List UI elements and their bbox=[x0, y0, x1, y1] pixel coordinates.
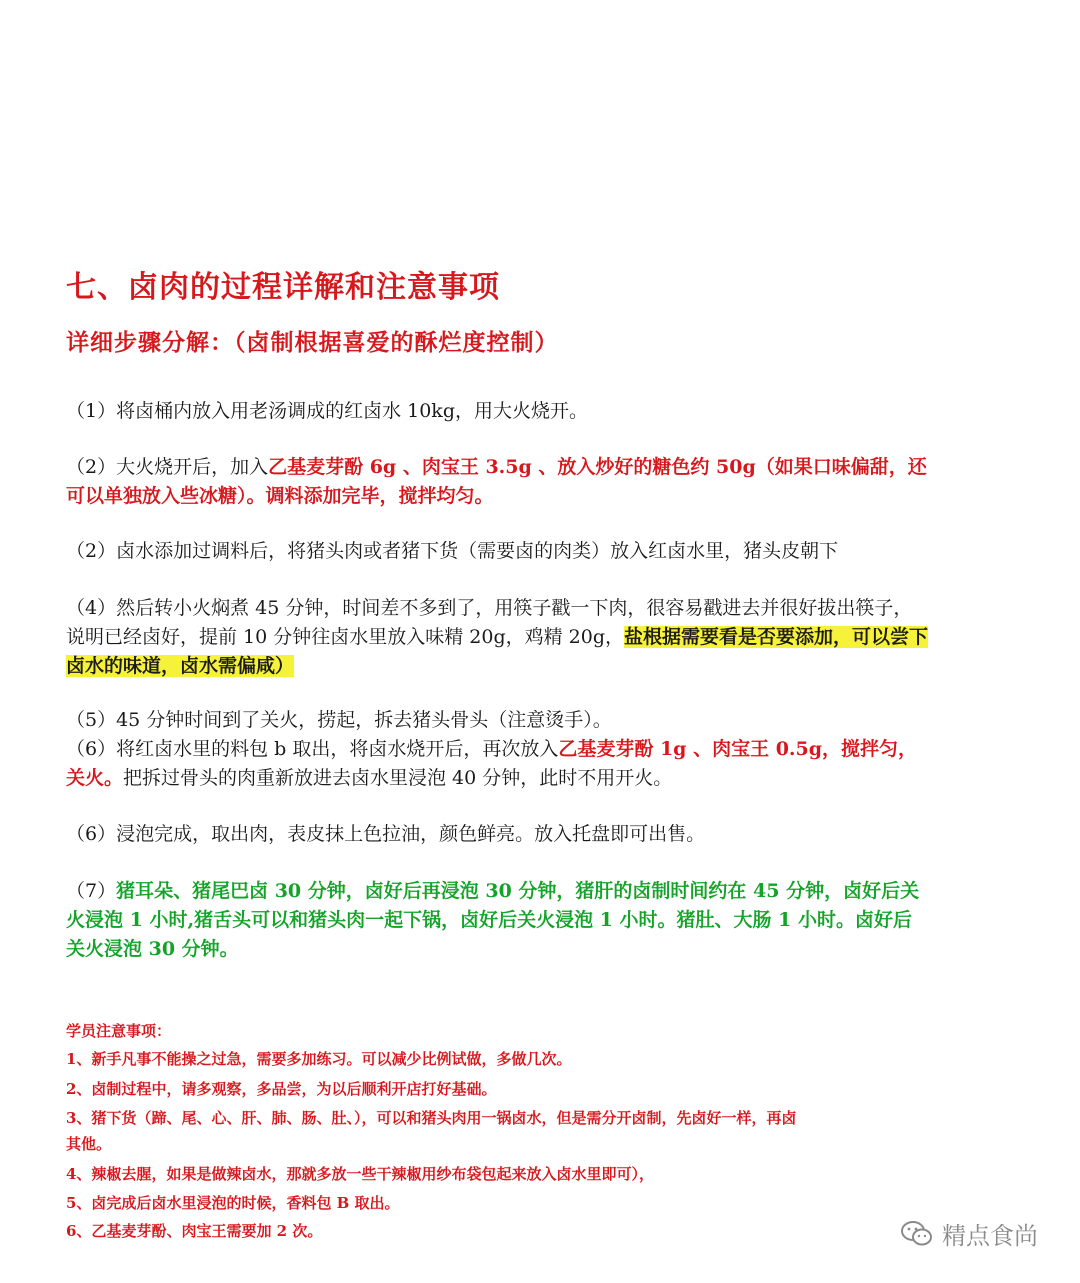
step-2-seasoning: 乙基麦芽酚 6g 、肉宝王 3.5g 、放入炒好的糖色约 50g（如果口味偏甜，还 bbox=[268, 456, 927, 478]
step-5: （5）45 分钟时间到了关火，捞起，拆去猪头骨头（注意烫手）。 bbox=[66, 709, 612, 731]
step-6-intro: （6）将红卤水里的料包 b 取出，将卤水烧开后，再次放入 bbox=[66, 738, 559, 760]
note-2: 2、卤制过程中，请多观察，多品尝，为以后顺利开店打好基础。 bbox=[66, 1080, 497, 1098]
step-4-highlight-cont: 卤水的味道，卤水需偏咸） bbox=[66, 655, 295, 677]
note-6: 6、乙基麦芽酚、肉宝王需要加 2 次。 bbox=[66, 1222, 323, 1240]
step-2-seasoning-cont: 可以单独放入些冰糖）。调料添加完毕，搅拌均匀。 bbox=[66, 485, 494, 507]
note-3-line2: 其他。 bbox=[66, 1135, 112, 1153]
step-6-fire-off: 关火。 bbox=[66, 767, 124, 789]
note-3-line1: 3、猪下货（蹄、尾、心、肝、肺、肠、肚、），可以和猪头肉用一锅卤水，但是需分开卤制，先卤好一样，再卤 bbox=[66, 1109, 797, 1127]
step-3: （2）卤水添加过调料后，将猪头肉或者猪下货（需要卤的肉类）放入红卤水里，猪头皮朝下 bbox=[66, 540, 839, 562]
step-7-number: （7） bbox=[66, 880, 117, 902]
step-4 bbox=[66, 594, 928, 681]
watermark-text: 精点食尚 bbox=[942, 1222, 1038, 1250]
section-subheading: 详细步骤分解：（卤制根据喜爱的酥烂度控制） bbox=[66, 329, 559, 356]
note-1: 1、新手凡事不能操之过急，需要多加练习。可以减少比例试做，多做几次。 bbox=[66, 1050, 572, 1068]
step-2-intro: （2）大火烧开后，加入 bbox=[66, 456, 269, 478]
section-heading: 七、卤肉的过程详解和注意事项 bbox=[66, 270, 500, 305]
step-7 bbox=[66, 877, 919, 964]
step-1: （1）将卤桶内放入用老汤调成的红卤水 10kg，用大火烧开。 bbox=[66, 400, 588, 422]
step-6b: （6）浸泡完成，取出肉，表皮抹上色拉油，颜色鲜亮。放入托盘即可出售。 bbox=[66, 823, 706, 845]
step-6-seasoning: 乙基麦芽酚 1g 、肉宝王 0.5g，搅拌匀， bbox=[558, 738, 918, 760]
step-4-highlight: 盐根据需要看是否要添加，可以尝下 bbox=[624, 626, 929, 648]
note-3 bbox=[66, 1105, 796, 1157]
note-5: 5、卤完成后卤水里浸泡的时候，香料包 B 取出。 bbox=[66, 1194, 400, 1212]
step-7-line1: 猪耳朵、猪尾巴卤 30 分钟，卤好后再浸泡 30 分钟，猪肝的卤制时间约在 45 分钟，卤好后关 bbox=[116, 880, 920, 902]
note-4: 4、辣椒去腥，如果是做辣卤水，那就多放一些干辣椒用纱布袋包起来放入卤水里即可）， bbox=[66, 1165, 654, 1183]
step-7-line2: 火浸泡 1 小时,猪舌头可以和猪头肉一起下锅，卤好后关火浸泡 1 小时。猪肚、大肠 1 小时。卤好后 bbox=[66, 909, 912, 931]
step-6-soak: 把拆过骨头的肉重新放进去卤水里浸泡 40 分钟，此时不用开火。 bbox=[123, 767, 673, 789]
step-2 bbox=[66, 453, 927, 511]
step-4-line2: 说明已经卤好，提前 10 分钟往卤水里放入味精 20g，鸡精 20g， bbox=[66, 626, 625, 648]
watermark bbox=[900, 1216, 1038, 1251]
wechat-logo-icon bbox=[900, 1220, 934, 1248]
step-7-line3: 关火浸泡 30 分钟。 bbox=[66, 938, 239, 960]
step-6 bbox=[66, 735, 917, 793]
step-4-line1: （4）然后转小火焖煮 45 分钟，时间差不多到了，用筷子戳一下肉，很容易戳进去并很好拔出筷子， bbox=[66, 597, 913, 619]
notes-title: 学员注意事项： bbox=[66, 1022, 172, 1040]
